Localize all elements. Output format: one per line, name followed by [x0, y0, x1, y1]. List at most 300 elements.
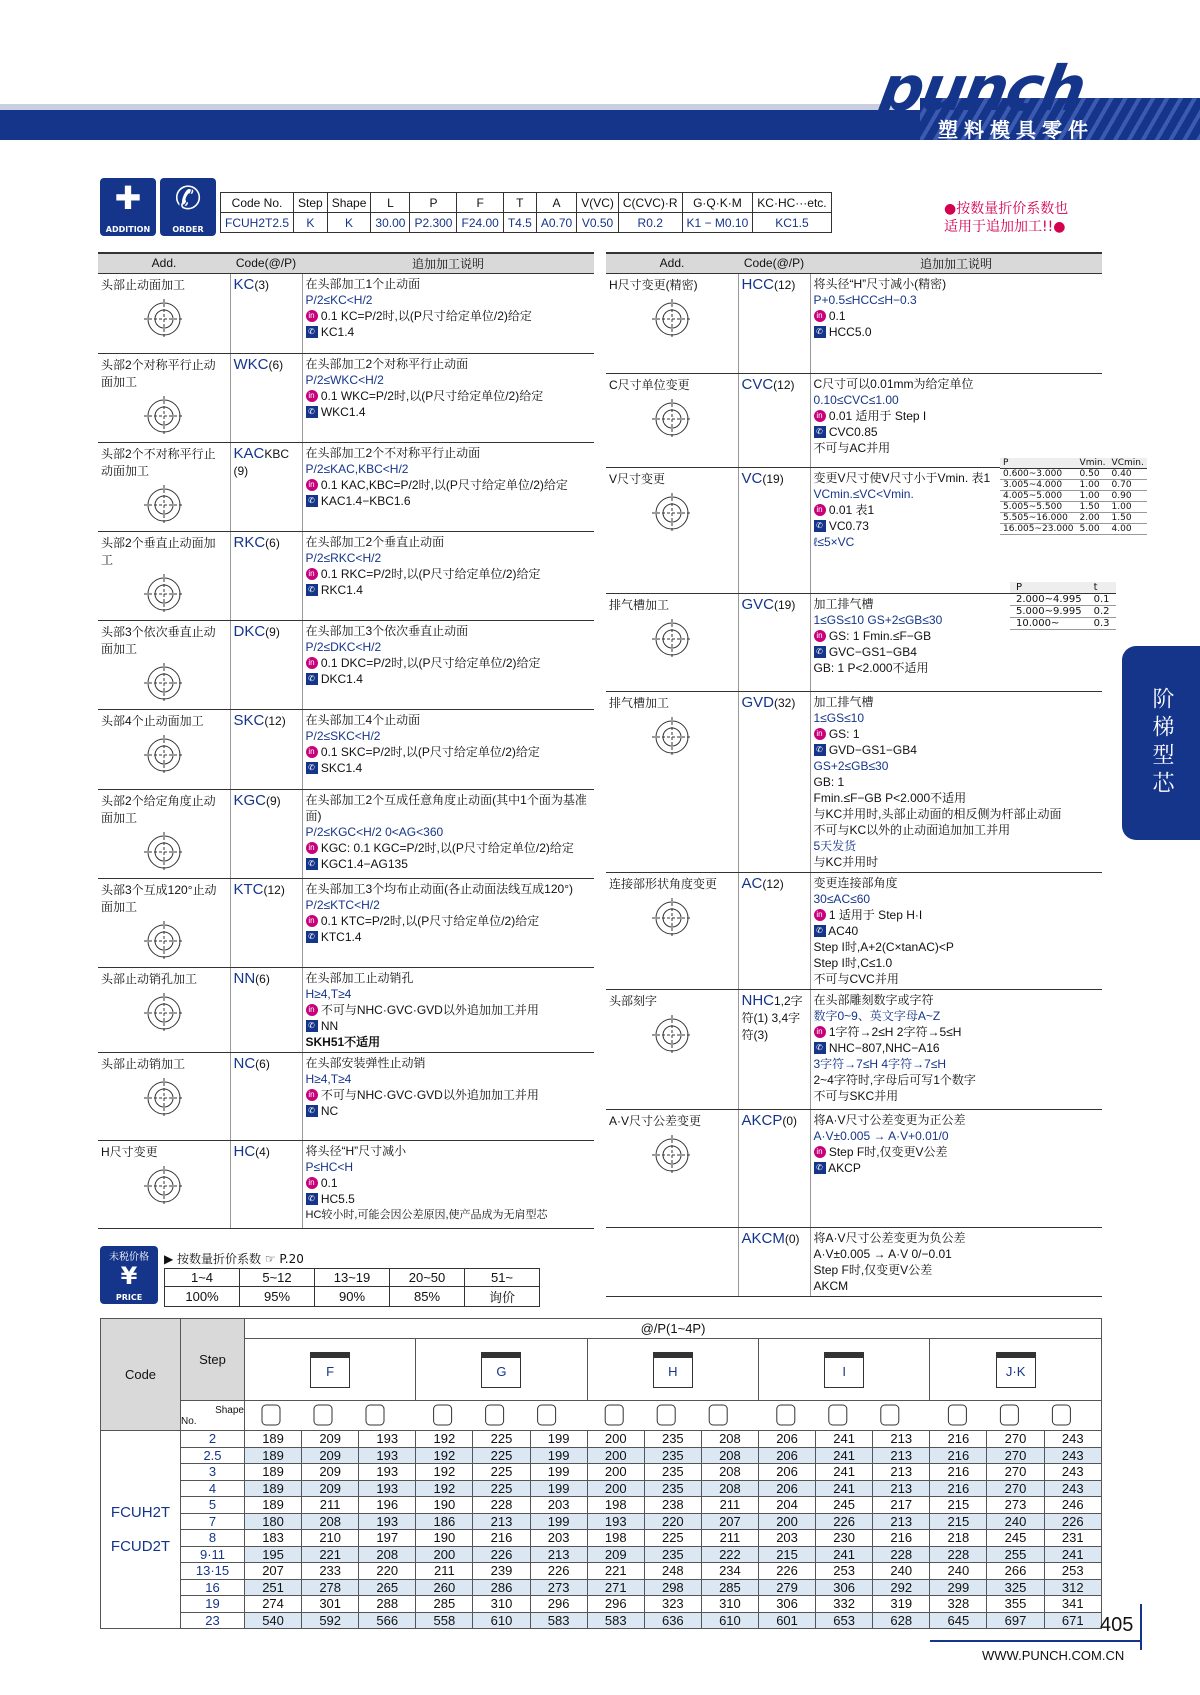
- spec-desc: 将A·V尺寸公差变更为正公差: [813, 1112, 966, 1127]
- yen-icon: ¥: [120, 1262, 138, 1290]
- spec-unit: in 0.1 KTC=P/2时,以(P尺寸给定单位/2)给定: [306, 913, 592, 929]
- spec-example: ✆ DKC1.4: [306, 671, 592, 687]
- in-icon: in: [306, 390, 318, 402]
- price-cell: 211: [701, 1497, 758, 1514]
- price-cell: 213: [873, 1480, 930, 1497]
- pin-diagram: [132, 919, 196, 965]
- code-grid-value: K: [327, 213, 371, 233]
- qty-discount-note: ●按数量折价系数也 适用于追加加工!!●: [944, 201, 1069, 235]
- spec-code-cell: [230, 967, 302, 1052]
- price-cell: 226: [816, 1513, 873, 1530]
- price-cell: 199: [530, 1464, 587, 1481]
- spec-example: ✆ KTC1.4: [306, 929, 592, 945]
- step-group-header: G: [416, 1339, 587, 1401]
- spec-count: (19): [762, 471, 784, 486]
- price-cell: 279: [758, 1579, 815, 1596]
- spec-note: 3字符→7≤H 4字符→7≤H: [813, 1056, 947, 1071]
- price-cell: 226: [1044, 1513, 1101, 1530]
- discount-rate: 95%: [240, 1287, 315, 1307]
- spec-code: WKC: [233, 355, 269, 373]
- spec-unit: in 0.1 RKC=P/2时,以(P尺寸给定单位/2)给定: [306, 566, 592, 582]
- price-cell: 325: [987, 1579, 1044, 1596]
- price-cell: 215: [930, 1513, 987, 1530]
- spec-desc-cell: [302, 967, 594, 1052]
- price-cell: 193: [359, 1513, 416, 1530]
- spec-unit: in 0.1: [814, 308, 1100, 324]
- spec-unit: in 不可与NHC·GVC·GVD以外追加加工并用: [306, 1087, 592, 1103]
- spec-unit: in 0.1: [306, 1175, 592, 1191]
- price-cell: 292: [873, 1579, 930, 1596]
- price-cell: 183: [245, 1530, 302, 1547]
- plus-icon: ✚: [114, 179, 142, 217]
- discount-qty: 13~19: [315, 1269, 390, 1287]
- price-cell: 558: [416, 1612, 473, 1629]
- price-cell: 220: [644, 1513, 701, 1530]
- spec-row: [98, 1140, 594, 1228]
- price-cell: 243: [1044, 1480, 1101, 1497]
- spec-count: (6): [265, 535, 280, 550]
- spec-unit: in KGC: 0.1 KGC=P/2时,以(P尺寸给定单位/2)给定: [306, 840, 592, 856]
- price-cell: 239: [473, 1563, 530, 1580]
- spec-count: (6): [255, 1056, 270, 1071]
- step-cell: 16: [181, 1579, 245, 1596]
- pin-diagram: [132, 661, 196, 707]
- price-cell: 251: [245, 1579, 302, 1596]
- price-cell: 328: [930, 1596, 987, 1613]
- spec-count: (12): [762, 876, 784, 891]
- spec-note: ℓ≤5×VC: [813, 534, 855, 549]
- spec-example: ✆ CVC0.85: [814, 424, 1100, 440]
- pin-diagram: [132, 1164, 196, 1210]
- pin-diagram: [132, 830, 196, 876]
- step-group-header: F: [245, 1339, 416, 1401]
- order-icon: ✆: [814, 520, 826, 532]
- in-icon: in: [814, 310, 826, 322]
- spec-desc: 在头部加工2个对称平行止动面: [305, 356, 469, 371]
- price-cell: 203: [530, 1497, 587, 1514]
- price-cell: 228: [930, 1546, 987, 1563]
- spec-name-cell: [606, 467, 738, 593]
- spec-name: 头部3个互成120°止动面加工: [101, 882, 217, 914]
- spec-note: 不可与CVC并用: [813, 971, 899, 986]
- code-grid-header: T: [503, 193, 536, 213]
- step-group-header: H: [587, 1339, 758, 1401]
- spec-range: P/2≤SKC<H/2: [305, 728, 381, 743]
- price-cell: 204: [758, 1497, 815, 1514]
- code-grid-value: T4.5: [503, 213, 536, 233]
- price-cell: 288: [359, 1596, 416, 1613]
- spec-code: RKC: [233, 533, 266, 551]
- vc-min-table: P Vmin. VCmin. 0.600~3.000 0.50 0.40 3.005~4.000 1.00 0.70 4.005~5.000 1.00 0.90 5.005~5.500 1.50 1.00 5.505~16.000 2.00 1.50 16.005~23.000 5.00 4.00: [1000, 458, 1147, 535]
- price-cell: 190: [416, 1530, 473, 1547]
- price-cell: 206: [758, 1447, 815, 1464]
- spec-desc-cell: [302, 620, 594, 709]
- price-cell: 208: [701, 1480, 758, 1497]
- spec-row: [606, 1227, 1102, 1296]
- shape-no-header: Shape No.: [181, 1401, 245, 1431]
- price-cell: 238: [644, 1497, 701, 1514]
- spec-desc: 在头部加工2个垂直止动面: [305, 534, 445, 549]
- spec-example: ✆ KGC1.4−AG135: [306, 856, 592, 872]
- price-cell: 243: [1044, 1431, 1101, 1448]
- spec-name: 头部2个对称平行止动面加工: [101, 357, 216, 389]
- order-icon: ✆: [306, 931, 318, 943]
- col-add: Add.: [98, 253, 230, 273]
- spec-code-cell: [230, 1052, 302, 1140]
- price-cell: 213: [473, 1513, 530, 1530]
- spec-note: Step I时,A+2(C×tanAC)<P: [813, 939, 954, 954]
- price-cell: 192: [416, 1431, 473, 1448]
- price-cell: 243: [1044, 1447, 1101, 1464]
- price-cell: 240: [930, 1563, 987, 1580]
- code-grid-header: F: [457, 193, 503, 213]
- discount-rate: 100%: [165, 1287, 240, 1307]
- spec-unit: in 0.1 WKC=P/2时,以(P尺寸给定单位/2)给定: [306, 388, 592, 404]
- spec-range: H≥4,T≥4: [305, 1071, 352, 1086]
- side-tab-step-core[interactable]: 阶梯型芯: [1122, 646, 1200, 840]
- price-cell: 285: [416, 1596, 473, 1613]
- spec-note: SKH51不适用: [305, 1034, 381, 1049]
- price-cell: 241: [816, 1431, 873, 1448]
- spec-code: SKC: [233, 711, 265, 729]
- spec-note: Fmin.≤F−GB P<2.000不适用: [813, 790, 967, 805]
- price-cell: 265: [359, 1579, 416, 1596]
- spec-count: (4): [255, 1144, 270, 1159]
- spec-code-cell: [230, 273, 302, 353]
- spec-code: KTC: [233, 880, 264, 898]
- spec-row: [98, 789, 594, 878]
- spec-example: ✆ KAC1.4−KBC1.6: [306, 493, 592, 509]
- price-cell: 211: [302, 1497, 359, 1514]
- spec-code-cell: [738, 373, 810, 467]
- price-cell: 222: [701, 1546, 758, 1563]
- spec-code-cell: [230, 878, 302, 967]
- spec-row: [98, 967, 594, 1052]
- code-grid-header: KC·HC···etc.: [753, 193, 831, 213]
- spec-count: (3): [254, 277, 270, 292]
- order-icon: ✆: [814, 744, 826, 756]
- spec-example: ✆ AC40: [814, 923, 1100, 939]
- code-header: Code: [101, 1319, 181, 1431]
- step-cell: 23: [181, 1612, 245, 1629]
- price-cell: 199: [530, 1480, 587, 1497]
- price-row: [101, 1497, 1102, 1514]
- price-cell: 273: [987, 1497, 1044, 1514]
- price-cell: 540: [245, 1612, 302, 1629]
- spec-code: CVC: [741, 375, 774, 393]
- spec-range: 1≤GS≤10 GS+2≤GB≤30: [813, 612, 943, 627]
- pt-table: P t 2.000~4.995 0.1 5.000~9.995 0.2 10.000~ 0.3: [1010, 582, 1116, 630]
- price-cell: 241: [816, 1546, 873, 1563]
- pin-diagram: [132, 394, 196, 440]
- code-grid-value: 30.00: [371, 213, 410, 233]
- order-icon: ✆: [814, 1162, 826, 1174]
- spec-desc: 加工排气槽: [813, 694, 874, 709]
- spec-desc: 在头部加工2个不对称平行止动面: [305, 445, 481, 460]
- spec-count: (12): [773, 377, 795, 392]
- spec-name: 头部止动销加工: [101, 1056, 186, 1071]
- price-cell: 199: [530, 1513, 587, 1530]
- price-cell: 296: [530, 1596, 587, 1613]
- price-cell: 208: [701, 1464, 758, 1481]
- price-cell: 270: [987, 1480, 1044, 1497]
- pin-diagram: [640, 1133, 704, 1179]
- spec-code-cell: AKCM(0): [738, 1227, 810, 1296]
- spec-unit: in 0.1 KC=P/2时,以(P尺寸给定单位/2)给定: [306, 308, 592, 324]
- spec-row: [98, 442, 594, 531]
- price-cell: 226: [530, 1563, 587, 1580]
- price-cell: 197: [359, 1530, 416, 1547]
- spec-row: [606, 989, 1102, 1109]
- price-cell: 671: [1044, 1612, 1101, 1629]
- spec-row: [98, 878, 594, 967]
- price-cell: 193: [359, 1447, 416, 1464]
- spec-unit: in GS: 1 Fmin.≤F−GB: [814, 628, 1100, 644]
- price-cell: 248: [644, 1563, 701, 1580]
- spec-desc-cell: [302, 531, 594, 620]
- spec-desc-cell: 将A·V尺寸公差变更为负公差 A·V±0.005 → A·V 0/−0.01 Step F时,仅变更V公差 AKCM: [810, 1227, 1102, 1296]
- price-cell: 234: [701, 1563, 758, 1580]
- spec-range: P+0.5≤HCC≤H−0.3: [813, 292, 917, 307]
- price-cell: 200: [758, 1513, 815, 1530]
- price-cell: 189: [245, 1480, 302, 1497]
- spec-name-cell: [98, 353, 230, 442]
- price-cell: 189: [245, 1431, 302, 1448]
- price-cell: 211: [701, 1530, 758, 1547]
- price-cell: 199: [530, 1447, 587, 1464]
- spec-note: HC较小时,可能会因公差原因,使产品成为无肩型芯: [305, 1208, 548, 1221]
- phone-icon: ✆: [174, 179, 202, 217]
- price-cell: 192: [416, 1480, 473, 1497]
- order-icon: ✆: [814, 646, 826, 658]
- order-icon: ✆: [306, 326, 318, 338]
- spec-code: KAC: [233, 444, 265, 462]
- spec-desc-cell: [810, 273, 1102, 373]
- price-badge: 未税价格 ¥ PRICE: [100, 1246, 158, 1304]
- spec-unit: in 0.01 表1: [814, 502, 1100, 518]
- spec-name-cell: [98, 1140, 230, 1228]
- price-cell: 180: [245, 1513, 302, 1530]
- spec-name-cell: [606, 373, 738, 467]
- code-grid-value: K: [294, 213, 328, 233]
- price-cell: 312: [1044, 1579, 1101, 1596]
- price-cell: 273: [530, 1579, 587, 1596]
- price-cell: 199: [530, 1431, 587, 1448]
- in-icon: in: [306, 657, 318, 669]
- spec-count: (12): [264, 713, 286, 728]
- price-cell: 270: [987, 1431, 1044, 1448]
- pin-diagram: [132, 991, 196, 1037]
- price-cell: 221: [302, 1546, 359, 1563]
- spec-row: [98, 273, 594, 353]
- addition-badge: ✚ ADDITION: [100, 178, 156, 236]
- spec-count: (32): [774, 695, 796, 710]
- price-cell: 241: [816, 1447, 873, 1464]
- spec-code-cell: [738, 691, 810, 872]
- spec-note: GB: 1 P<2.000不适用: [813, 660, 929, 675]
- spec-name-cell: [98, 531, 230, 620]
- price-cell: 209: [302, 1480, 359, 1497]
- spec-name: 头部止动面加工: [101, 277, 186, 292]
- price-cell: 610: [473, 1612, 530, 1629]
- punch-logo: punch: [873, 52, 1090, 125]
- spec-range: P/2≤KAC,KBC<H/2: [305, 461, 409, 476]
- spec-desc: 将头径“H”尺寸减小(精密): [813, 276, 947, 291]
- spec-name: 头部4个止动面加工: [101, 713, 204, 728]
- price-cell: 332: [816, 1596, 873, 1613]
- code-grid-value: FCUH2T2.5: [221, 213, 294, 233]
- discount-qty: 5~12: [240, 1269, 315, 1287]
- col-add: Add.: [606, 253, 738, 273]
- price-cell: 213: [530, 1546, 587, 1563]
- in-icon: in: [814, 728, 826, 740]
- spec-name-cell: [606, 872, 738, 989]
- spec-desc-cell: [302, 442, 594, 531]
- spec-name-cell: [98, 442, 230, 531]
- step-group-header: I: [758, 1339, 929, 1401]
- spec-desc: 变更V尺寸使V尺寸小于Vmin. 表1: [813, 470, 991, 485]
- price-cell: 241: [816, 1480, 873, 1497]
- price-cell: 235: [644, 1447, 701, 1464]
- step-cell: 8: [181, 1530, 245, 1547]
- price-cell: 323: [644, 1596, 701, 1613]
- spec-name: H尺寸变更(精密): [609, 277, 698, 292]
- order-icon: ✆: [306, 762, 318, 774]
- price-cell: 241: [816, 1464, 873, 1481]
- price-cell: 271: [587, 1579, 644, 1596]
- discount-rate: 90%: [315, 1287, 390, 1307]
- price-cell: 245: [816, 1497, 873, 1514]
- spec-unit: in GS: 1: [814, 726, 1100, 742]
- in-icon: in: [306, 1004, 318, 1016]
- spec-example: ✆ HC5.5: [306, 1191, 592, 1207]
- price-cell: 243: [1044, 1464, 1101, 1481]
- shape-icons-row: [245, 1401, 1102, 1431]
- price-cell: 200: [587, 1480, 644, 1497]
- footer-line: [930, 1640, 1142, 1642]
- order-icon: ✆: [814, 426, 826, 438]
- spec-desc: 加工排气槽: [813, 596, 874, 611]
- spec-name-cell: [98, 967, 230, 1052]
- price-cell: 221: [587, 1563, 644, 1580]
- price-cell: 200: [587, 1464, 644, 1481]
- spec-code-cell: [230, 620, 302, 709]
- spec-range: P/2≤RKC<H/2: [305, 550, 382, 565]
- price-cell: 225: [473, 1464, 530, 1481]
- price-cell: 189: [245, 1464, 302, 1481]
- price-cell: 278: [302, 1579, 359, 1596]
- spec-desc-cell: [810, 872, 1102, 989]
- price-cell: 306: [758, 1596, 815, 1613]
- step-group-header: J·K: [930, 1339, 1102, 1401]
- spec-range: 0.10≤CVC≤1.00: [813, 392, 899, 407]
- spec-name: 头部3个依次垂直止动面加工: [101, 624, 216, 656]
- price-cell: 198: [587, 1530, 644, 1547]
- spec-note: 与KC并用时: [813, 854, 879, 869]
- spec-code: GVD: [741, 693, 775, 711]
- spec-range: H≥4,T≥4: [305, 986, 352, 1001]
- spec-name-cell: [98, 709, 230, 789]
- spec-range: P/2≤KGC<H/2 0<AG<360: [305, 824, 444, 839]
- price-cell: 286: [473, 1579, 530, 1596]
- spec-example: ✆ AKCP: [814, 1160, 1100, 1176]
- price-cell: 636: [644, 1612, 701, 1629]
- spec-desc-cell: [302, 1052, 594, 1140]
- price-row: [101, 1612, 1102, 1629]
- spec-name: 头部2个给定角度止动面加工: [101, 793, 216, 825]
- spec-name: 头部刻字: [609, 993, 658, 1008]
- price-cell: 215: [758, 1546, 815, 1563]
- in-icon: in: [814, 630, 826, 642]
- price-cell: 193: [359, 1431, 416, 1448]
- step-header: Step: [181, 1319, 245, 1401]
- price-cell: 235: [644, 1464, 701, 1481]
- price-cell: 186: [416, 1513, 473, 1530]
- in-icon: in: [306, 842, 318, 854]
- price-cell: 645: [930, 1612, 987, 1629]
- price-cell: 592: [302, 1612, 359, 1629]
- step-cell: 3: [181, 1464, 245, 1481]
- spec-name-cell: [606, 989, 738, 1109]
- price-cell: 193: [587, 1513, 644, 1530]
- spec-count: (19): [774, 597, 796, 612]
- spec-desc-cell: [302, 1140, 594, 1228]
- price-cell: 253: [1044, 1563, 1101, 1580]
- order-icon: ✆: [306, 406, 318, 418]
- price-row: [101, 1579, 1102, 1596]
- price-cell: 225: [473, 1480, 530, 1497]
- in-icon: in: [814, 1146, 826, 1158]
- spec-unit: in 1字符→2≤H 2字符→5≤H: [814, 1024, 1100, 1040]
- step-cell: 9·11: [181, 1546, 245, 1563]
- price-cell: 216: [930, 1431, 987, 1448]
- spec-note: Step I时,C≤1.0: [813, 955, 893, 970]
- price-cell: 200: [587, 1431, 644, 1448]
- code-grid-header: Code No.: [221, 193, 294, 213]
- price-cell: 228: [873, 1546, 930, 1563]
- code-grid-header: Step: [294, 193, 328, 213]
- step-cell: 7: [181, 1513, 245, 1530]
- spec-row: [98, 1052, 594, 1140]
- spec-name-cell: [98, 878, 230, 967]
- spec-range: 30≤AC≤60: [813, 891, 871, 906]
- pin-diagram: [640, 715, 704, 761]
- order-icon: ✆: [306, 1105, 318, 1117]
- spec-range: P/2≤KC<H/2: [305, 292, 373, 307]
- price-cell: 228: [473, 1497, 530, 1514]
- in-icon: in: [814, 1026, 826, 1038]
- price-cell: 193: [359, 1464, 416, 1481]
- price-cell: 628: [873, 1612, 930, 1629]
- price-cell: 226: [758, 1563, 815, 1580]
- spec-desc: 在头部雕刻数字或字符: [813, 992, 934, 1007]
- price-cell: 235: [644, 1431, 701, 1448]
- spec-code-cell: [230, 789, 302, 878]
- spec-code-cell: [738, 467, 810, 593]
- price-cell: 210: [302, 1530, 359, 1547]
- col-desc: 追加加工说明: [302, 253, 594, 273]
- price-cell: 235: [644, 1480, 701, 1497]
- price-cell: 198: [587, 1497, 644, 1514]
- price-cell: 209: [587, 1546, 644, 1563]
- price-cell: 216: [473, 1530, 530, 1547]
- spec-note: 2~4字符时,字母后可写1个数字: [813, 1072, 976, 1087]
- spec-example: ✆ NHC−807,NHC−A16: [814, 1040, 1100, 1056]
- discount-qty: 51~: [465, 1269, 540, 1287]
- spec-code-cell: [230, 353, 302, 442]
- spec-code-cell: [738, 273, 810, 373]
- spec-desc-cell: [302, 878, 594, 967]
